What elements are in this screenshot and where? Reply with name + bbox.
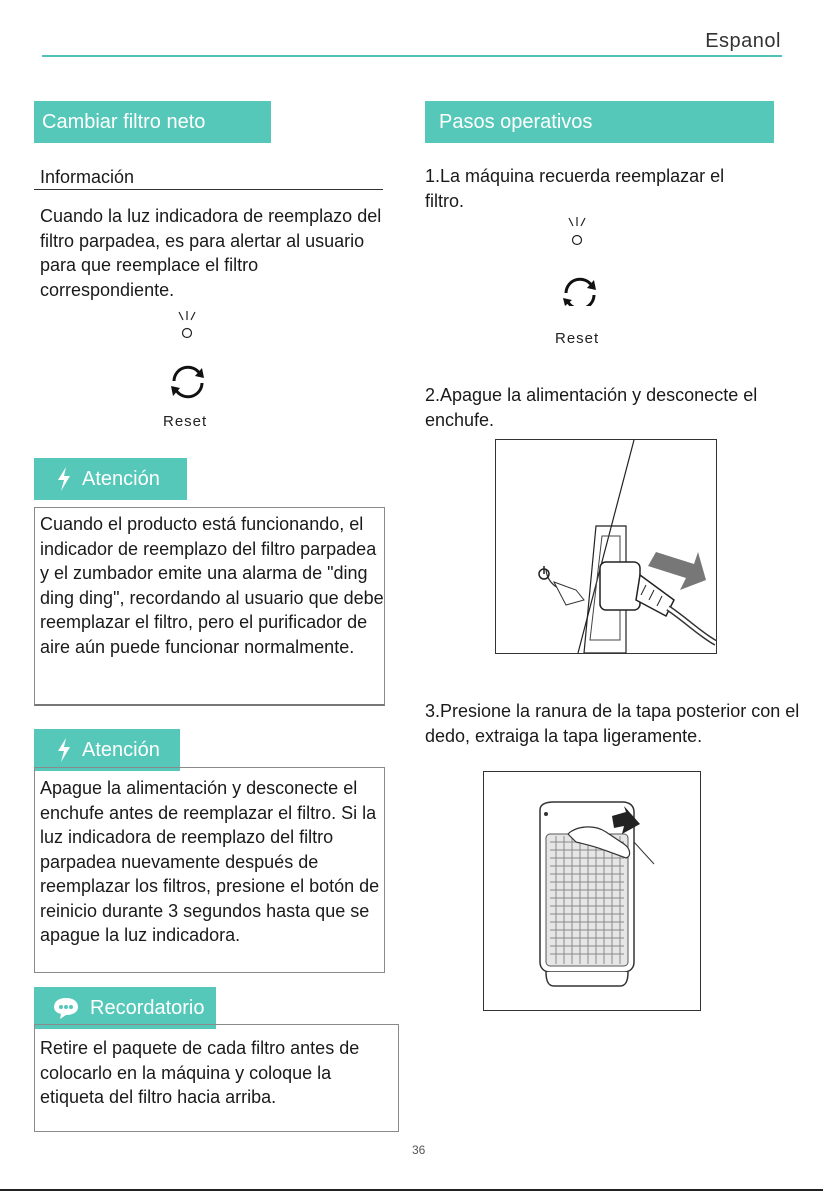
lightning-icon bbox=[56, 738, 72, 762]
reminder-box bbox=[34, 1024, 399, 1132]
filter-indicator-light-icon bbox=[166, 308, 212, 400]
purifier-illustration bbox=[483, 771, 701, 1011]
attention-title: Atención bbox=[82, 467, 160, 490]
info-underline bbox=[34, 189, 383, 190]
reset-icon bbox=[563, 279, 596, 306]
speech-bubble-icon bbox=[52, 996, 80, 1020]
language-label: Espanol bbox=[705, 30, 781, 52]
lightning-icon bbox=[56, 467, 72, 491]
section-title-text: Cambiar filtro neto bbox=[42, 110, 206, 133]
reminder-text: Retire el paquete de cada filtro antes de colocarlo en la máquina y coloque la etiqueta del filtro hacia arriba. bbox=[40, 1038, 360, 1107]
attention-text-1: Cuando el producto está funcionando, el indicador de reemplazo del filtro parpadea y el zumbador emite una alarma de "ding ding ding", recordando al usuario que debe reemplazar el filtro, pero el purificador de aire aún puede funcionar normalmente. bbox=[40, 514, 384, 657]
section-title-text: Pasos operativos bbox=[439, 110, 593, 133]
step-1-text: 1.La máquina recuerda reemplazar el filtro. bbox=[425, 166, 725, 211]
reminder-title: Recordatorio bbox=[90, 996, 205, 1019]
attention-title: Atención bbox=[82, 738, 160, 761]
page-number: 36 bbox=[412, 1143, 426, 1157]
info-heading: Información bbox=[40, 167, 135, 187]
reset-label: Reset bbox=[555, 330, 600, 347]
filter-indicator-light-icon bbox=[556, 214, 602, 306]
unplug-illustration bbox=[495, 439, 717, 654]
reset-icon bbox=[171, 367, 204, 397]
attention-banner-1 bbox=[34, 458, 187, 500]
attention-banner-2 bbox=[34, 729, 180, 771]
step-2-text: 2.Apague la alimentación y desconecte el enchufe. bbox=[425, 385, 758, 430]
section-title-steps bbox=[425, 101, 774, 143]
header-divider bbox=[42, 55, 782, 57]
reset-label: Reset bbox=[163, 413, 208, 430]
info-text: Cuando la luz indicadora de reemplazo del filtro parpadea, es para alertar al usuario para que reemplace el filtro correspondiente. bbox=[40, 206, 382, 300]
attention-box-2 bbox=[34, 767, 385, 973]
attention-box-1 bbox=[34, 507, 385, 706]
bottom-border bbox=[0, 1189, 823, 1191]
step-3-text: 3.Presione la ranura de la tapa posterior con el dedo, extraiga la tapa ligeramente. bbox=[425, 701, 800, 746]
attention-text-2: Apague la alimentación y desconecte el enchufe antes de reemplazar el filtro. Si la luz indicadora de reemplazo del filtro parpadea nuevamente después de reemplazar los filtros, presione el botón de reinicio durante 3 segundos hasta que se apague la luz indicadora. bbox=[40, 778, 380, 945]
section-title-change-filter bbox=[34, 101, 271, 143]
reminder-banner bbox=[34, 987, 216, 1029]
